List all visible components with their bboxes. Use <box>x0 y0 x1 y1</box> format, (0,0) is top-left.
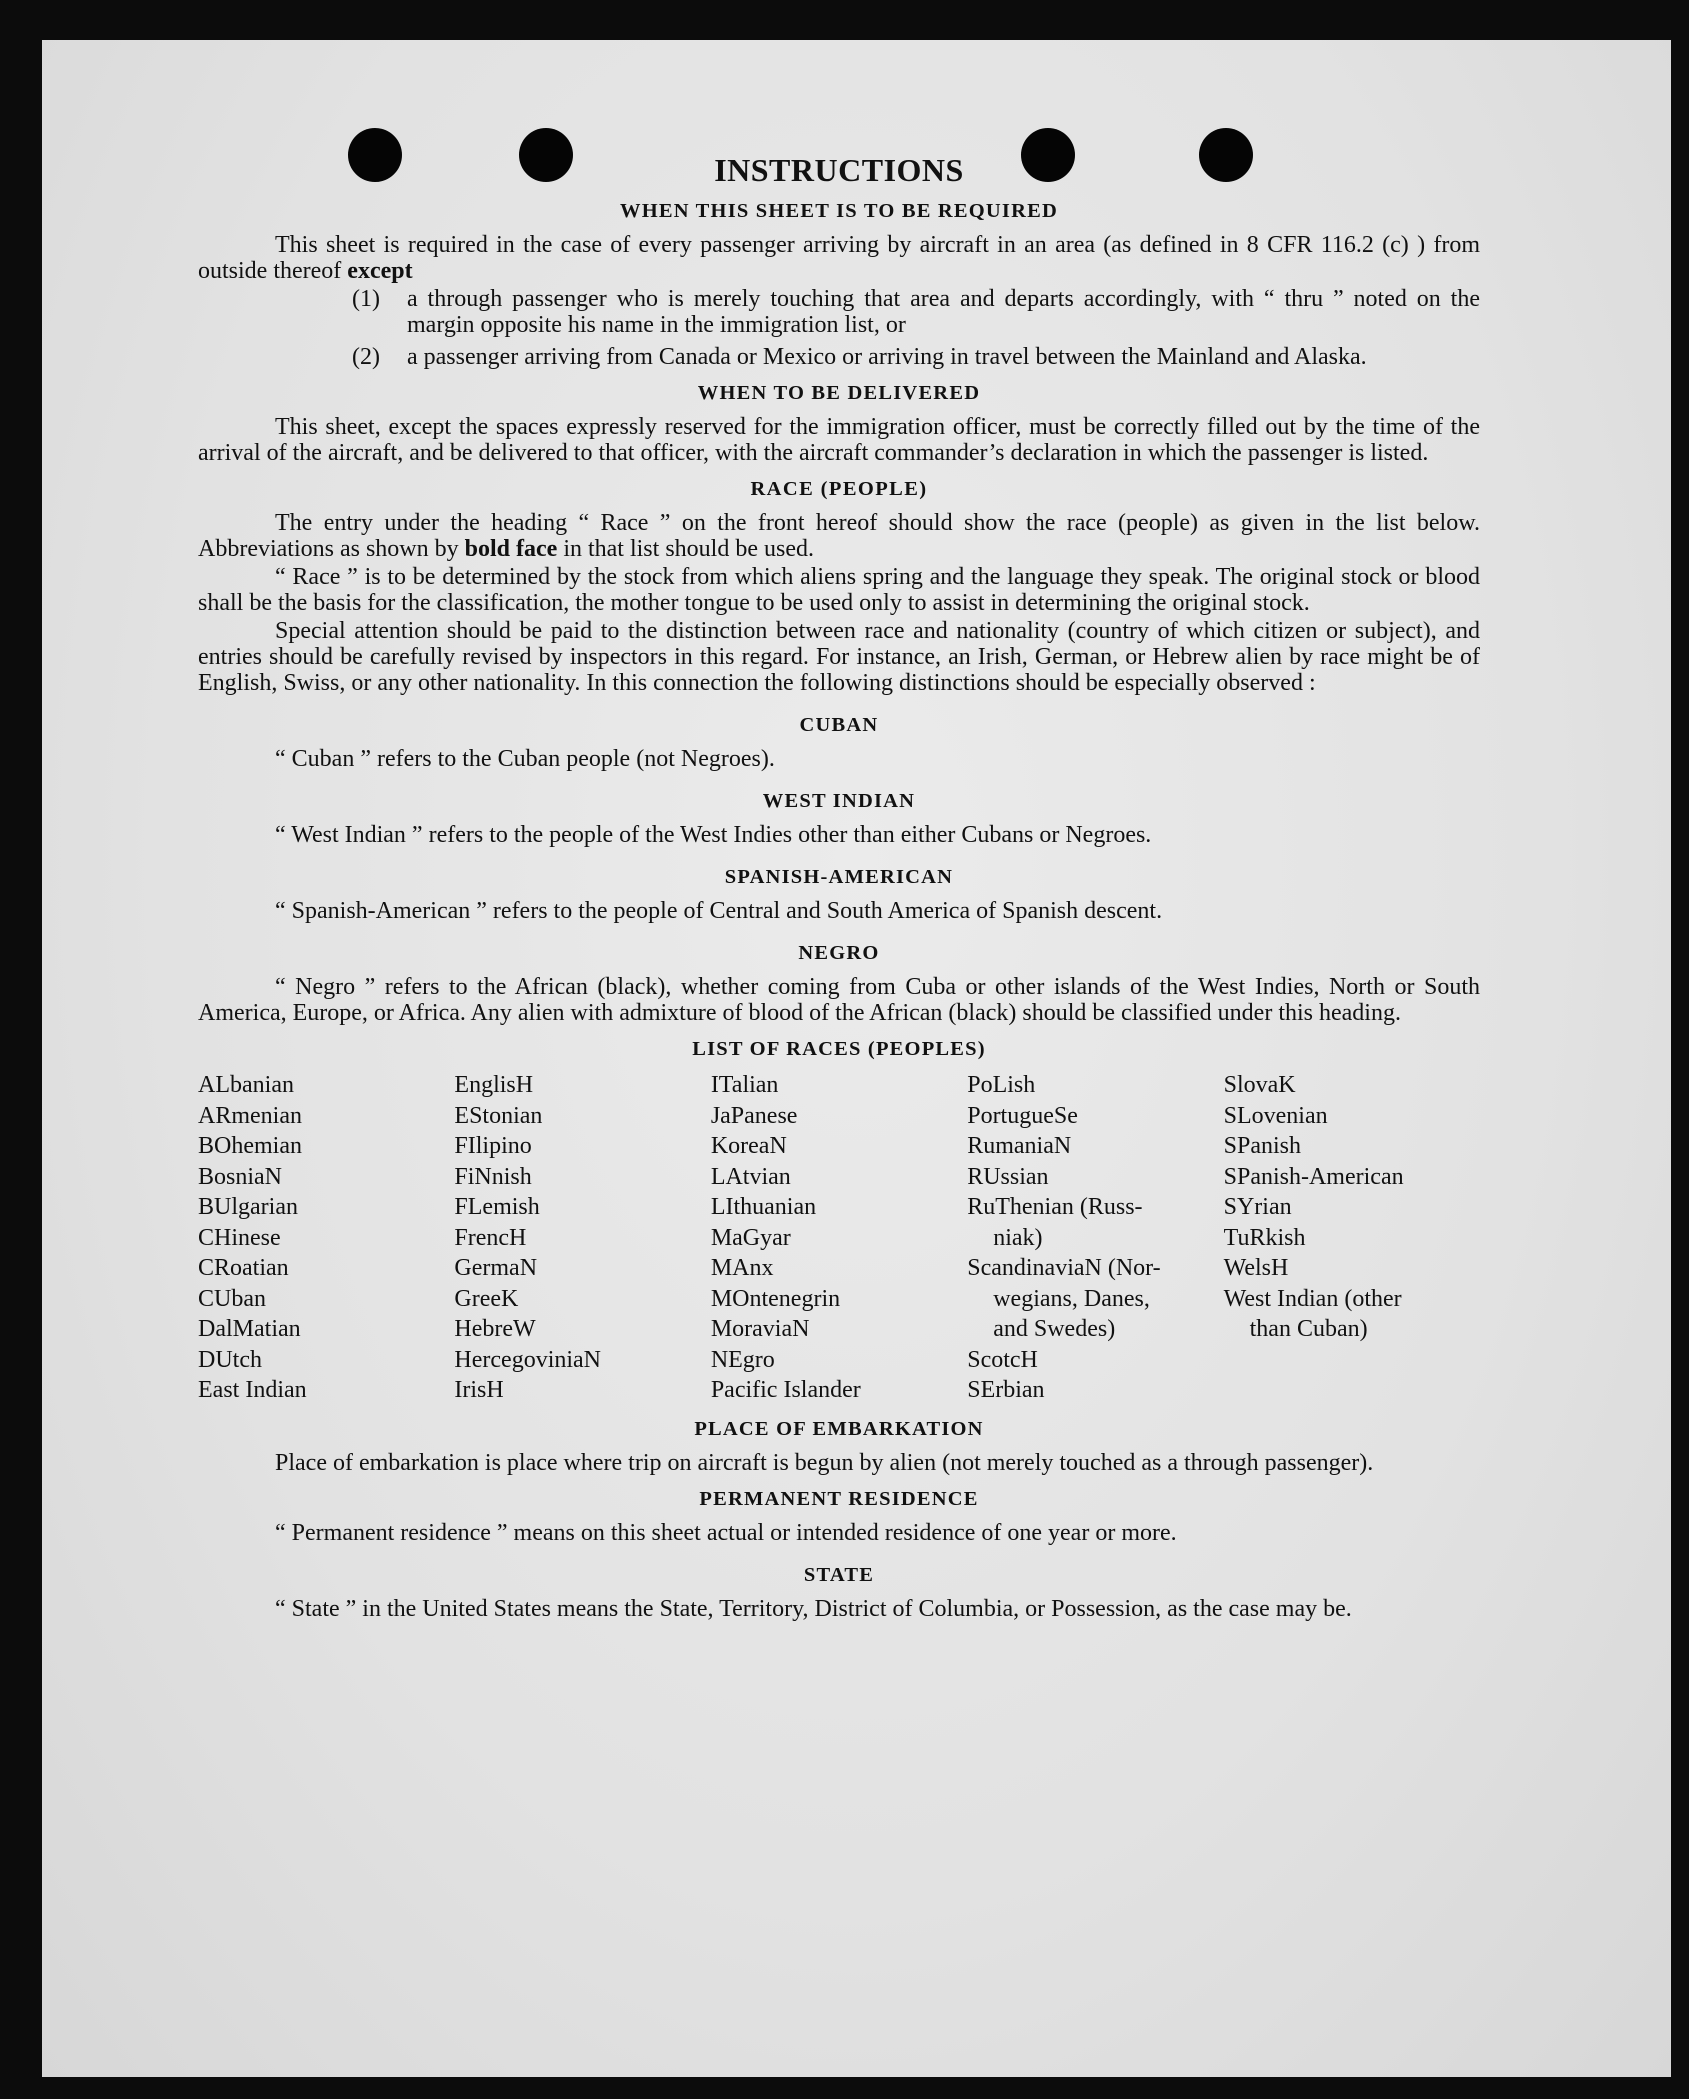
paragraph-west-indian: “ West Indian ” refers to the people of the West Indies other than either Cubans or Negroes. <box>275 822 1152 848</box>
race-item: FIlipino <box>454 1133 532 1159</box>
race-item: BosniaN <box>198 1163 282 1190</box>
race-item: CUban <box>198 1285 266 1312</box>
race-item: GermaN <box>454 1255 538 1281</box>
race-item: ALbanian <box>198 1072 294 1098</box>
races-column-4 <box>967 1070 1223 1406</box>
race-item: RUssian <box>967 1163 1049 1190</box>
race-item: East Indian <box>198 1377 307 1403</box>
paragraph-spanish-american: “ Spanish-American ” refers to the people of Central and South America of Spanish descent. <box>275 898 1163 924</box>
race-item: HercegoviniaN <box>454 1346 602 1373</box>
race-item: JaPanese <box>710 1102 798 1129</box>
race-item: PortugueSe <box>967 1102 1078 1129</box>
races-column-1 <box>198 1070 454 1406</box>
race-item: SlovaK <box>1223 1072 1296 1098</box>
paragraph-permanent-residence: “ Permanent residence ” means on this sheet actual or intended residence of one year or more. <box>275 1519 1177 1546</box>
race-item: West Indian (other <box>1223 1285 1402 1312</box>
heading-spanish-american: SPANISH-AMERICAN <box>724 866 954 888</box>
race-item-continued: and Swedes) <box>993 1316 1116 1342</box>
races-list <box>198 1070 1480 1406</box>
paragraph-race-3: Special attention should be paid to the distinction between race and nationality (country of which citizen or subject), and entries should be carefully revised by inspectors in this regard. For instance, an Irish, German, or Hebrew alien by race might be of English, Swiss, or any other nationality. In this connection the following distinctions should be especially observed : <box>198 618 1480 696</box>
race-item: SYrian <box>1223 1194 1292 1220</box>
race-item-continued: wegians, Danes, <box>993 1285 1150 1312</box>
races-column-4-bottom <box>967 1345 1223 1406</box>
paragraph-race-2: “ Race ” is to be determined by the stock from which aliens spring and the language they speak. The original stock or blood shall be the basis for the classification, the mother tongue to be used only to assist in determining the original stock. <box>198 564 1480 616</box>
race-item: SPanish <box>1223 1133 1301 1159</box>
race-item: DalMatian <box>198 1316 301 1342</box>
races-column-2 <box>454 1070 710 1406</box>
race-item: EStonian <box>454 1102 543 1129</box>
race-item: MOntenegrin <box>710 1285 841 1312</box>
race-item: MaGyar <box>710 1224 791 1251</box>
paragraph-negro: “ Negro ” refers to the African (black), whether coming from Cuba or other islands of the West Indies, North or South America, Europe, or Africa. Any alien with admixture of blood of the African (black) should be classified under this heading. <box>198 974 1480 1026</box>
race-item: CRoatian <box>198 1255 289 1281</box>
heading-list-of-races: LIST OF RACES (PEOPLES) <box>692 1038 986 1060</box>
race-item-continued: niak) <box>993 1224 1043 1251</box>
race-item: ScandinaviaN (Nor- <box>967 1255 1161 1281</box>
race-item: SPanish-American <box>1223 1163 1404 1190</box>
paragraph-state: “ State ” in the United States means the State, Territory, District of Columbia, or Possession, as the case may be. <box>275 1595 1352 1622</box>
race-item: KoreaN <box>710 1133 787 1159</box>
race-item: FiNnish <box>454 1163 532 1190</box>
race-item: FLemish <box>454 1194 540 1220</box>
heading-west-indian: WEST INDIAN <box>762 790 916 812</box>
races-column-4-top <box>967 1070 1223 1192</box>
race-item: LAtvian <box>710 1163 791 1190</box>
race-item: BUlgarian <box>198 1194 298 1220</box>
race-item: LIthuanian <box>710 1194 817 1220</box>
race-item: ITalian <box>710 1072 779 1098</box>
heading-permanent-residence: PERMANENT RESIDENCE <box>699 1487 979 1510</box>
heading-state: STATE <box>803 1563 875 1586</box>
race-item: CHinese <box>198 1224 281 1251</box>
page-title: INSTRUCTIONS <box>714 152 964 188</box>
heading-when-required: WHEN THIS SHEET IS TO BE REQUIRED <box>620 200 1058 222</box>
exception-item-1: (1) a through passenger who is merely touching that area and departs accordingly, with “ thru ” noted on the margin opposite his name in the immigration list, or <box>352 286 1480 338</box>
race-item: RumaniaN <box>967 1133 1072 1159</box>
race-item: SLovenian <box>1223 1102 1328 1129</box>
race-item: WelsH <box>1223 1255 1289 1281</box>
heading-negro: NEGRO <box>798 942 880 964</box>
paragraph-cuban: “ Cuban ” refers to the Cuban people (not Negroes). <box>275 746 775 772</box>
race-item: NEgro <box>710 1346 775 1373</box>
race-item: MAnx <box>710 1255 774 1281</box>
race-item: TuRkish <box>1223 1224 1306 1251</box>
paragraph-when-required: This sheet is required in the case of every passenger arriving by aircraft in an area (as defined in 8 CFR 116.2 (c) ) from outside thereof except <box>198 232 1480 284</box>
race-item: Pacific Islander <box>710 1377 861 1403</box>
race-item: BOhemian <box>198 1133 302 1159</box>
race-item: SErbian <box>967 1377 1045 1403</box>
race-item: RuThenian (Russ- <box>967 1194 1143 1220</box>
race-item: IrisH <box>454 1377 504 1403</box>
race-item: PoLish <box>967 1072 1036 1098</box>
heading-race: RACE (PEOPLE) <box>750 478 928 500</box>
instructions-content <box>198 152 1480 1624</box>
race-item-continued: than Cuban) <box>1249 1316 1368 1342</box>
race-item: DUtch <box>198 1346 262 1373</box>
race-item: ScotcH <box>967 1346 1038 1373</box>
paragraph-race-1: The entry under the heading “ Race ” on the front hereof should show the race (people) as given in the list below. Abbreviations as shown by bold face in that list should be used. <box>198 510 1480 562</box>
race-item: MoraviaN <box>710 1316 810 1342</box>
races-column-5 <box>1224 1070 1480 1406</box>
race-item: HebreW <box>454 1316 536 1342</box>
paragraph-when-delivered: This sheet, except the spaces expressly reserved for the immigration officer, must be correctly filled out by the time of the arrival of the aircraft, and be delivered to that officer, with the aircraft commander’s declaration in which the passenger is listed. <box>198 414 1480 466</box>
race-item: ARmenian <box>198 1102 302 1129</box>
race-item: EnglisH <box>454 1072 534 1098</box>
race-item: GreeK <box>454 1285 519 1312</box>
heading-embarkation: PLACE OF EMBARKATION <box>694 1417 984 1440</box>
race-item: FrencH <box>454 1224 527 1251</box>
heading-when-delivered: WHEN TO BE DELIVERED <box>697 382 981 404</box>
paragraph-embarkation: Place of embarkation is place where trip on aircraft is begun by alien (not merely touched as a through passenger). <box>275 1449 1374 1476</box>
races-column-3 <box>711 1070 967 1406</box>
races-column-5-top <box>1224 1070 1480 1284</box>
exception-item-2: (2) a passenger arriving from Canada or Mexico or arriving in travel between the Mainland and Alaska. <box>352 344 1367 370</box>
heading-cuban: CUBAN <box>799 714 879 736</box>
